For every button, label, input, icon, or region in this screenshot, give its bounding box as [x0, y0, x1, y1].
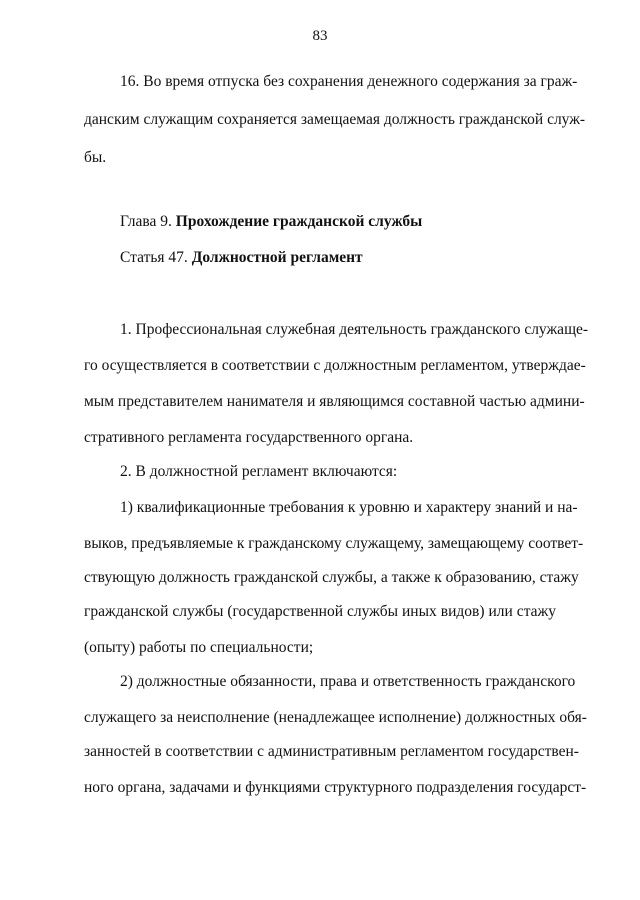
- clause-1-line-4: стративного регламента государственного органа.: [84, 429, 414, 446]
- item-1-line-2: выков, предъявляемые к гражданскому служащему, замещающему соответ-: [84, 535, 584, 552]
- chapter-title: Прохождение гражданской службы: [175, 213, 423, 230]
- paragraph-16-line-1: 16. Во время отпуска без сохранения денежного содержания за граж-: [120, 73, 578, 90]
- item-2-line-1: 2) должностные обязанности, права и ответственность гражданского: [120, 673, 576, 690]
- chapter-prefix: Глава 9.: [120, 213, 172, 230]
- clause-1-line-2: го осуществляется в соответствии с должностным регламентом, утверждае-: [84, 357, 586, 374]
- clause-1-line-1: 1. Профессиональная служебная деятельность гражданского служаще-: [120, 321, 589, 338]
- item-1-line-4: гражданской службы (государственной службы иных видов) или стажу: [84, 603, 556, 620]
- paragraph-16-line-2: данским служащим сохраняется замещаемая должность гражданской служ-: [84, 111, 586, 128]
- item-2-line-3: занностей в соответствии с административным регламентом государствен-: [84, 743, 579, 760]
- page-number: 83: [312, 28, 328, 44]
- paragraph-16-line-3: бы.: [84, 149, 107, 166]
- article-title: Должностной регламент: [191, 249, 363, 266]
- article-heading: [120, 248, 363, 268]
- item-1-line-3: ствующую должность гражданской службы, а также к образованию, стажу: [84, 569, 579, 586]
- item-1-line-1: 1) квалификационные требования к уровню и характеру знаний и на-: [120, 499, 578, 516]
- item-1-line-5: (опыту) работы по специальности;: [84, 639, 314, 656]
- item-2-line-4: ного органа, задачами и функциями структурного подразделения государст-: [84, 779, 587, 796]
- clause-1-line-3: мым представителем нанимателя и являющимся составной частью админи-: [84, 393, 585, 410]
- item-2-line-2: служащего за неисполнение (ненадлежащее исполнение) должностных обя-: [84, 709, 587, 726]
- clause-2-line-1: 2. В должностной регламент включаются:: [120, 463, 398, 480]
- article-prefix: Статья 47.: [120, 249, 188, 266]
- chapter-heading: [120, 212, 422, 232]
